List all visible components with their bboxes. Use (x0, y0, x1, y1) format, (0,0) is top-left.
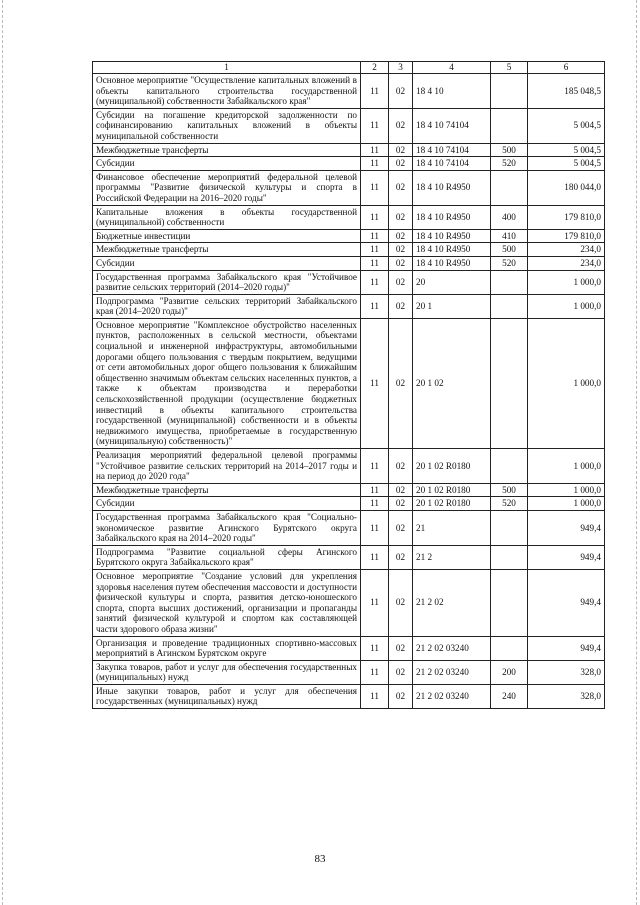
row-subsection: 02 (389, 483, 413, 497)
row-section: 11 (361, 449, 389, 484)
row-subsection: 02 (389, 510, 413, 545)
row-section: 11 (361, 569, 389, 636)
column-header: 1 (93, 62, 361, 74)
row-subsection: 02 (389, 108, 413, 143)
row-expense-type (491, 294, 528, 318)
table-row (93, 449, 605, 484)
row-amount: 185 048,5 (528, 74, 605, 109)
row-subsection: 02 (389, 157, 413, 171)
row-target-code: 21 (413, 510, 491, 545)
page-number: 83 (314, 853, 326, 865)
row-expense-type: 240 (491, 684, 528, 708)
row-amount: 234,0 (528, 243, 605, 257)
row-name: Подпрограмма "Развитие социальной сферы Агинского Бурятского округа Забайкальского края" (93, 545, 361, 569)
row-section: 11 (361, 205, 389, 229)
row-target-code: 20 1 02 R0180 (413, 497, 491, 511)
row-subsection: 02 (389, 229, 413, 243)
row-name: Иные закупки товаров, работ и услуг для обеспечения государственных (муниципальных) нужд (93, 684, 361, 708)
table-row (93, 143, 605, 157)
row-section: 11 (361, 660, 389, 684)
row-subsection: 02 (389, 270, 413, 294)
row-target-code: 20 1 02 (413, 318, 491, 448)
row-target-code: 21 2 02 (413, 569, 491, 636)
table-row (93, 510, 605, 545)
row-section: 11 (361, 143, 389, 157)
table-row (93, 170, 605, 205)
row-subsection: 02 (389, 256, 413, 270)
row-target-code: 18 4 10 74104 (413, 143, 491, 157)
column-header: 4 (413, 62, 491, 74)
budget-table (92, 61, 605, 709)
table-row (93, 108, 605, 143)
row-expense-type: 200 (491, 660, 528, 684)
row-subsection: 02 (389, 449, 413, 484)
row-section: 11 (361, 510, 389, 545)
table-row (93, 660, 605, 684)
row-amount: 179 810,0 (528, 229, 605, 243)
page-edge-left (2, 0, 4, 905)
table-body (93, 74, 605, 709)
column-header: 2 (361, 62, 389, 74)
column-header: 6 (528, 62, 605, 74)
row-target-code: 20 1 02 R0180 (413, 483, 491, 497)
table-row (93, 270, 605, 294)
row-target-code: 20 (413, 270, 491, 294)
row-name: Государственная программа Забайкальского края "Устойчивое развитие сельских территорий (2014–2020 годы)" (93, 270, 361, 294)
row-target-code: 20 1 (413, 294, 491, 318)
row-subsection: 02 (389, 636, 413, 660)
table-header-row (93, 62, 605, 74)
row-name: Реализация мероприятий федеральной целевой программы "Устойчивое развитие сельских территорий на 2014–2017 годы и на период до 2020 года" (93, 449, 361, 484)
row-section: 11 (361, 157, 389, 171)
row-amount: 234,0 (528, 256, 605, 270)
row-section: 11 (361, 497, 389, 511)
row-subsection: 02 (389, 170, 413, 205)
row-amount: 5 004,5 (528, 108, 605, 143)
row-expense-type (491, 569, 528, 636)
row-subsection: 02 (389, 684, 413, 708)
row-target-code: 18 4 10 R4950 (413, 243, 491, 257)
row-expense-type: 410 (491, 229, 528, 243)
row-section: 11 (361, 229, 389, 243)
row-name: Межбюджетные трансферты (93, 143, 361, 157)
row-name: Организация и проведение традиционных спортивно-массовых мероприятий в Агинском Бурятском округе (93, 636, 361, 660)
row-amount: 328,0 (528, 660, 605, 684)
row-expense-type: 520 (491, 157, 528, 171)
row-amount: 1 000,0 (528, 497, 605, 511)
column-header: 3 (389, 62, 413, 74)
table-row (93, 684, 605, 708)
table-row (93, 569, 605, 636)
row-subsection: 02 (389, 660, 413, 684)
row-expense-type: 520 (491, 256, 528, 270)
table-row (93, 157, 605, 171)
row-amount: 180 044,0 (528, 170, 605, 205)
table-row (93, 636, 605, 660)
row-section: 11 (361, 684, 389, 708)
row-amount: 1 000,0 (528, 318, 605, 448)
row-subsection: 02 (389, 205, 413, 229)
row-name: Финансовое обеспечение мероприятий федеральной целевой программы "Развитие физической культуры и спорта в Российской Федерации на 2016–2020 годы" (93, 170, 361, 205)
row-amount: 1 000,0 (528, 294, 605, 318)
row-subsection: 02 (389, 318, 413, 448)
row-name: Субсидии (93, 497, 361, 511)
row-amount: 5 004,5 (528, 157, 605, 171)
row-subsection: 02 (389, 243, 413, 257)
row-target-code: 18 4 10 74104 (413, 108, 491, 143)
row-target-code: 18 4 10 R4950 (413, 170, 491, 205)
table-row (93, 294, 605, 318)
row-target-code: 18 4 10 R4950 (413, 205, 491, 229)
row-section: 11 (361, 243, 389, 257)
row-amount: 949,4 (528, 545, 605, 569)
row-expense-type: 500 (491, 243, 528, 257)
row-name: Субсидии (93, 157, 361, 171)
row-expense-type: 500 (491, 143, 528, 157)
row-name: Межбюджетные трансферты (93, 483, 361, 497)
row-amount: 1 000,0 (528, 449, 605, 484)
row-name: Основное мероприятие "Осуществление капитальных вложений в объекты капитального строительства государственной (муниципальной) собственности Забайкальского края" (93, 74, 361, 109)
row-target-code: 21 2 (413, 545, 491, 569)
row-section: 11 (361, 318, 389, 448)
row-section: 11 (361, 294, 389, 318)
row-amount: 949,4 (528, 510, 605, 545)
row-section: 11 (361, 270, 389, 294)
row-section: 11 (361, 108, 389, 143)
table-row (93, 243, 605, 257)
table-row (93, 318, 605, 448)
row-target-code: 21 2 02 03240 (413, 684, 491, 708)
row-expense-type (491, 270, 528, 294)
row-expense-type (491, 636, 528, 660)
row-name: Основное мероприятие "Комплексное обустройство населенных пунктов, расположенных в сельской местности, объектами социальной и инженерной инфраструктуры, автомобильными дорогами общего пользования с твердым покрытием, ведущими от сети автомобильных дорог общего пользования к ближайшим общественно значимым объектам сельских населенных пунктов, а также к объектам производства и переработки сельскохозяйственной продукции (осуществление бюджетных инвестиций в объекты капитального строительства государственной (муниципальной) собственности и в объекты недвижимого имущества, приобретаемые в государственную (муниципальную) собственность)" (93, 318, 361, 448)
row-name: Подпрограмма "Развитие сельских территорий Забайкальского края (2014–2020 годы)" (93, 294, 361, 318)
row-name: Межбюджетные трансферты (93, 243, 361, 257)
row-subsection: 02 (389, 74, 413, 109)
row-name: Закупка товаров, работ и услуг для обеспечения государственных (муниципальных) нужд (93, 660, 361, 684)
row-target-code: 18 4 10 74104 (413, 157, 491, 171)
row-expense-type (491, 510, 528, 545)
row-name: Государственная программа Забайкальского края "Социально-экономическое развитие Агинского Бурятского округа Забайкальского края на 2014–2020 годы" (93, 510, 361, 545)
row-expense-type (491, 545, 528, 569)
row-section: 11 (361, 74, 389, 109)
table-row (93, 483, 605, 497)
row-subsection: 02 (389, 143, 413, 157)
row-expense-type (491, 318, 528, 448)
row-name: Капитальные вложения в объекты государственной (муниципальной) собственности (93, 205, 361, 229)
column-header: 5 (491, 62, 528, 74)
row-target-code: 21 2 02 03240 (413, 660, 491, 684)
row-amount: 5 004,5 (528, 143, 605, 157)
row-amount: 179 810,0 (528, 205, 605, 229)
table-row (93, 229, 605, 243)
row-target-code: 18 4 10 R4950 (413, 256, 491, 270)
table-row (93, 205, 605, 229)
row-amount: 328,0 (528, 684, 605, 708)
row-expense-type (491, 108, 528, 143)
page-edge-right (636, 0, 638, 905)
row-expense-type (491, 449, 528, 484)
row-target-code: 18 4 10 R4950 (413, 229, 491, 243)
row-subsection: 02 (389, 294, 413, 318)
row-name: Бюджетные инвестиции (93, 229, 361, 243)
row-section: 11 (361, 636, 389, 660)
row-amount: 1 000,0 (528, 483, 605, 497)
row-name: Основное мероприятие "Создание условий для укрепления здоровья населения путем обеспечения массовости и доступности физической культуры и спорта, развития детско-юношеского спорта, спорта высших достижений, организации и пропаганды занятий физической культурой и спортом как составляющей части здорового образа жизни" (93, 569, 361, 636)
row-subsection: 02 (389, 545, 413, 569)
table-row (93, 497, 605, 511)
row-subsection: 02 (389, 569, 413, 636)
row-section: 11 (361, 483, 389, 497)
row-target-code: 20 1 02 R0180 (413, 449, 491, 484)
row-target-code: 18 4 10 (413, 74, 491, 109)
row-section: 11 (361, 170, 389, 205)
row-amount: 949,4 (528, 569, 605, 636)
row-section: 11 (361, 256, 389, 270)
row-expense-type: 500 (491, 483, 528, 497)
row-amount: 1 000,0 (528, 270, 605, 294)
row-subsection: 02 (389, 497, 413, 511)
row-expense-type (491, 74, 528, 109)
table-row (93, 256, 605, 270)
table-row (93, 74, 605, 109)
row-expense-type: 520 (491, 497, 528, 511)
row-section: 11 (361, 545, 389, 569)
row-name: Субсидии на погашение кредиторской задолженности по софинансированию капитальных вложений в объекты муниципальной собственности (93, 108, 361, 143)
row-name: Субсидии (93, 256, 361, 270)
row-amount: 949,4 (528, 636, 605, 660)
table-row (93, 545, 605, 569)
row-target-code: 21 2 02 03240 (413, 636, 491, 660)
row-expense-type: 400 (491, 205, 528, 229)
row-expense-type (491, 170, 528, 205)
